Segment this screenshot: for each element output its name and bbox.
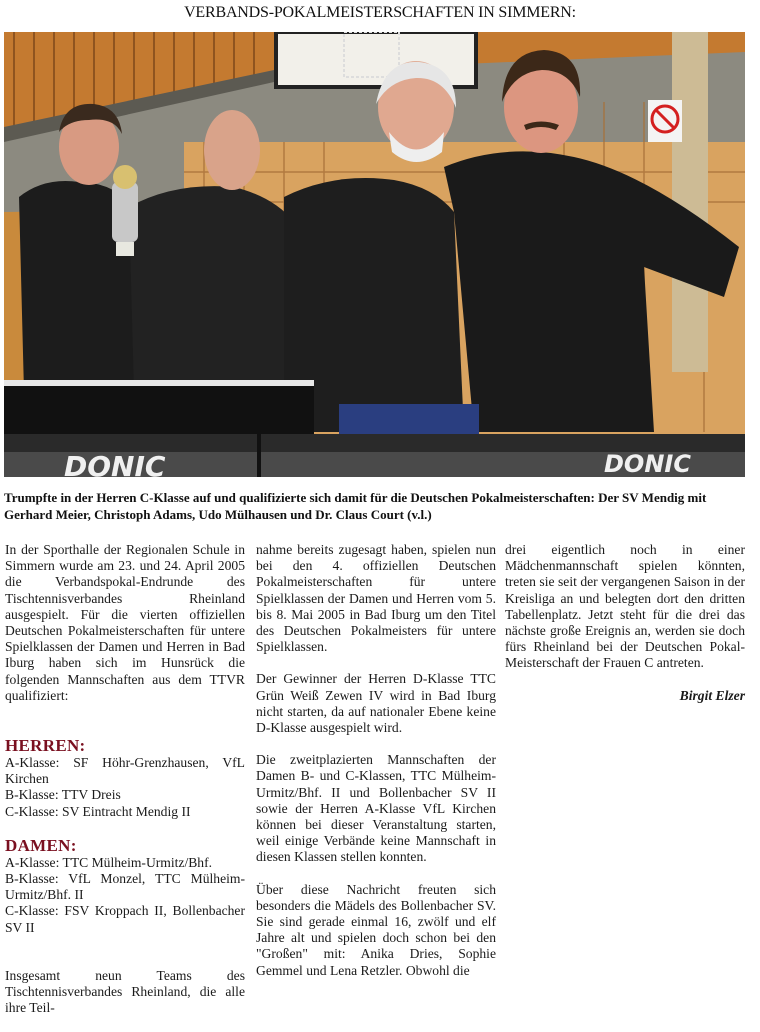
damen-c-klasse: C-Klasse: FSV Kroppach II, Bollenbacher SV II <box>5 903 245 935</box>
paragraph-d-klasse: Der Gewinner der Herren D-Klasse TTC Grün Weiß Zewen IV wird in Bad Iburg nicht starten, da auf nationaler Ebene keine D-Klasse ausgespielt wird. <box>256 671 496 736</box>
intro-paragraph: In der Sporthalle der Regionalen Schule in Simmern wurde am 23. und 24. April 2005 die Verbandspokal-Endrunde des Tischtennisverbandes Rheinland ausgespielt. Für die vierten offiziellen Deutschen Pokalmeisterschaften für untere Spielklassen der Damen und Herren in Bad Iburg haben sich im Hunsrück die folgenden Mannschaften aus dem TTVR qualifiziert: <box>5 542 245 703</box>
photo-caption: Trumpfte in der Herren C-Klasse auf und qualifizierte sich damit für die Deutschen Pokalmeisterschaften: Der SV Mendig mit Gerhard Meier, Christoph Adams, Udo Mülhausen und Dr. Claus Court (v.l.) <box>4 490 707 522</box>
herren-a-klasse: A-Klasse: SF Höhr-Grenzhausen, VfL Kirchen <box>5 755 245 787</box>
herren-c-klasse: C-Klasse: SV Eintracht Mendig II <box>5 803 191 819</box>
paragraph-second-place: Die zweitplazierten Mannschaften der Damen B- und C-Klassen, TTC Mülheim-Urmitz/Bhf. II und Bollenbacher SV II sowie der Herren A-Klasse VfL Kirchen können bei dieser Veranstaltung starten, weil einige Verbände keine Mannschaft in diesen Klassen stellen konnten. <box>256 752 496 865</box>
article-column-2 <box>256 542 496 995</box>
damen-heading: DAMEN: <box>5 835 77 855</box>
article-column-1 <box>5 542 245 1032</box>
paragraph-maedchen: drei eigentlich noch in einer Mädchenmannschaft spielen könnten, treten sie seit der vergangenen Saison in der Kreisliga an und belegten dort den dritten Tabellenplatz. Jetzt steht für die drei das nächste große Ereignis an, werden sie doch fürs Rheinland bei der Deutschen Pokal-Meisterschaft der Frauen C antreten. <box>505 542 745 671</box>
damen-list <box>5 855 245 936</box>
herren-b-klasse: B-Klasse: TTV Dreis <box>5 787 121 803</box>
herren-heading: HERREN: <box>5 736 86 756</box>
table-brand-left: DONIC <box>64 450 166 477</box>
article-title: VERBANDS-POKALMEISTERSCHAFTEN IN SIMMERN: <box>184 4 576 21</box>
outro-paragraph: Insgesamt neun Teams des Tischtennisverbandes Rheinland, die alle ihre Teil- <box>5 967 245 1016</box>
paragraph-participation: nahme bereits zugesagt haben, spielen nun bei den 4. offiziellen Deutschen Pokalmeisterschaften für untere Spielklassen der Damen und Herren vom 5. bis 8. Mai 2005 in Bad Iburg um den Titel des Deutschen Pokalmeisters für untere Spielklassen. <box>256 542 496 655</box>
herren-list <box>5 755 245 820</box>
author-byline: Birgit Elzer <box>679 687 745 703</box>
article-column-3 <box>505 542 745 704</box>
table-brand-right: DONIC <box>604 450 691 477</box>
damen-a-klasse: A-Klasse: TTC Mülheim-Urmitz/Bhf. <box>5 854 213 870</box>
damen-b-klasse: B-Klasse: VfL Monzel, TTC Mülheim-Urmitz/Bhf. II <box>5 871 245 903</box>
paragraph-bollenbacher: Über diese Nachricht freuten sich besonders die Mädels des Bollenbacher SV. Sie sind gerade einmal 16, zwölf und elf Jahre alt und spielen doch schon bei den "Großen" mit: Anika Dries, Sophie Gemmel und Lena Retzler. Obwohl die <box>256 881 496 978</box>
team-photo <box>4 32 745 477</box>
